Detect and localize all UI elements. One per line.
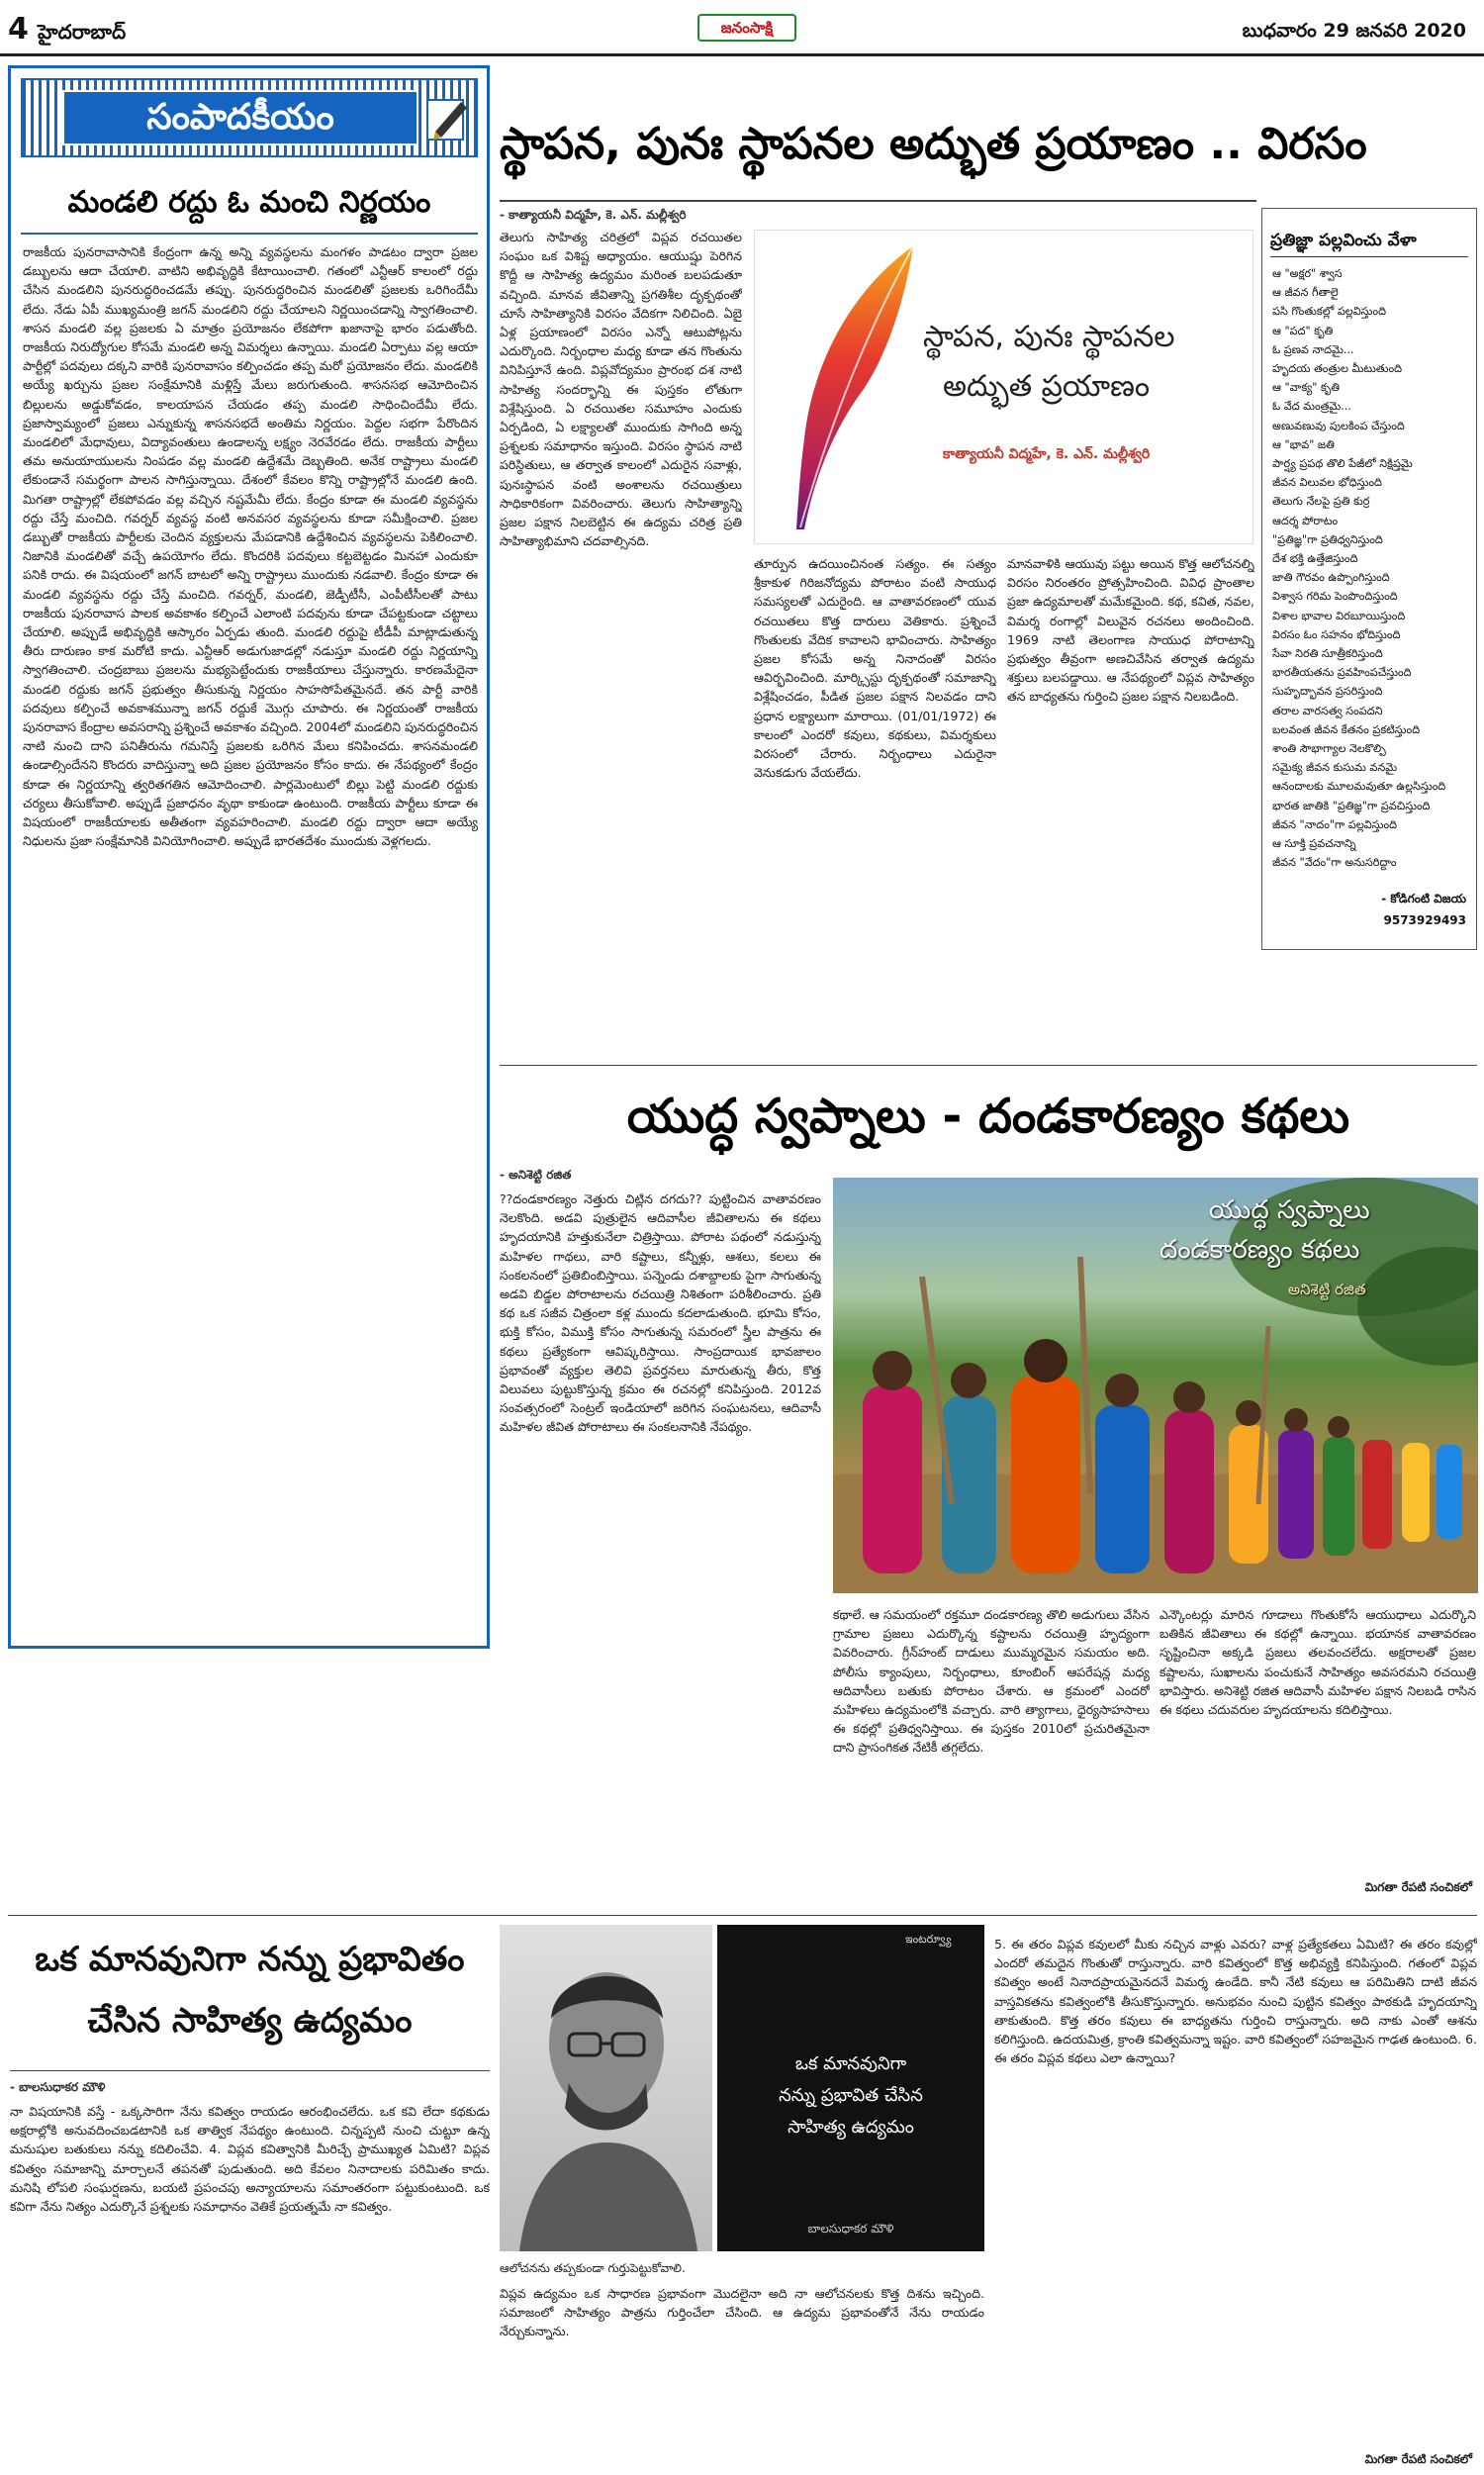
article3-headline-rule [10, 2070, 490, 2071]
cover-author: కాత్యాయనీ విద్మహే, కె. ఎన్. మల్లీశ్వరి [943, 446, 1151, 462]
editorial-box [8, 65, 490, 1649]
photo-author: అనిశెట్టి రజిత [1288, 1281, 1366, 1298]
article1-col2: తూర్పున ఉదయించినంత సత్యం. ఈ సత్యం శ్రీకాకుళ గిరిజనోద్యమ పోరాటం వంటి సాయుధ సమస్యలతో ఎదురైంది. ఆ వాతావరణంలో యువ రచయితలు కొత్త దారులు వెతికారు. ప్రశ్నించే గొంతులకు వేదిక కావాలని భావించారు. సాహిత్యం ప్రజల కోసమే అన్న నినాదంతో విరసం ఆవిర్భవించింది. మార్క్సిస్టు దృక్పథంతో సమాజాన్ని విశ్లేషించడం, పీడిత ప్రజల పక్షాన నిలవడం దాని ప్రధాన లక్ష్యాలుగా మారాయి. (01/01/1972) ఈ కాలంలో ఎందరో కవులు, కథకులు, విమర్శకులు విరసంలో చేరారు. నిర్బంధాలు ఎదురైనా వెనుకడుగు వేయలేదు. [754, 556, 996, 781]
poem-line: తరాల వారసత్వ సంపదని [1272, 704, 1383, 717]
editorial-banner-inner [62, 90, 418, 145]
article1-headline-rule [500, 200, 1256, 202]
article2-signoff: మిగతా రేపటి సంచికలో [1364, 1880, 1472, 1894]
poem-line: సుహృద్భావన ప్రసరిస్తుంది [1272, 685, 1383, 699]
article3-byline: - బాలసుధాకర మౌళి [10, 2080, 106, 2094]
article3-col2: 5. ఈ తరం విప్లవ కవులలో మీకు నచ్చిన వాళ్లు ఎవరు? వాళ్ల ప్రత్యేకతలు ఏమిటి? ఈ తరం కవుల్లో ఎందరో తమదైన గొంతుతో రాస్తున్నారు. వారి కవిత్వంలో కొత్త అభివ్యక్తి కనిపిస్తుంది. గతంలో విప్లవ కవిత్వం అంటే నినాదప్రాయమైనదనే విమర్శ ఉండేది. కానీ నేటి కవులు ఆ పరిమితిని దాటి జీవన వాస్తవికతను కవిత్వంలోకి తీసుకొస్తున్నారు. అనుభవం నుంచి పుట్టిన కవిత్వం పాఠకుడి హృదయాన్ని తాకుతుంది. కొత్త తరం కవులు ఈ బాధ్యతను గుర్తించి రాస్తున్నారు. అది నాకు ఎంతో ఆశను కలిగిస్తుంది. ఉదయమిత్ర, క్రాంతి కవిత్వమన్నా ఇష్టం. వారి కవిత్వంలో సహజమైన గాఢత ఉంటుంది. 6. ఈ తరం విప్లవ కథలు ఎలా ఉన్నాయి? [994, 1937, 1477, 2066]
poem-lines [1272, 264, 1475, 873]
poem-line: ఆదర్శ పోరాటం [1272, 514, 1339, 527]
article3-author-photo [500, 1925, 712, 2251]
article3-col1b: విప్లవ ఉద్యమం ఒక సాధారణ ప్రభావంగా మొదలైనా అది నా ఆలోచనలకు కొత్త దిశను ఇచ్చింది. సమాజంలో సాహిత్యం పాత్రను గుర్తించేలా చేసింది. ఆ ఉద్యమ ప్రభావంతోనే నేను రాయడం నేర్చుకున్నాను. [500, 2286, 984, 2339]
article1-col1: తెలుగు సాహిత్య చరిత్రలో విప్లవ రచయితల సంఘం ఒక విశిష్ట అధ్యాయం. ఆయుష్షు పెరిగిన కొద్దీ ఆ సాహిత్య ఉద్యమం మరింత బలపడుతూ వచ్చింది. మానవ జీవితాన్ని ప్రగతిశీల దృక్పథంతో చూసే సాహిత్యానికి విరసం వేదికగా నిలిచింది. ఏబై ఏళ్ల ప్రయాణంలో విరసం ఎన్నో ఆటుపోట్లను ఎదుర్కొంది. నిర్బంధాల మధ్య కూడా తన గొంతును వినిపిస్తూనే ఉంది. విప్లవోద్యమం ప్రారంభ దశ నాటి సాహిత్య సందర్భాన్ని ఈ పుస్తకం లోతుగా విశ్లేషిస్తుంది. ఏ రచయితల సమూహం ఎందుకు ఏర్పడింది, ఏ లక్ష్యాలతో ముందుకు సాగింది అన్న ప్రశ్నలకు సమాధానం ఇస్తుంది. విరసం స్థాపన నాటి పరిస్థితులు, ఆ తర్వాత కాలంలో ఎదురైన సవాళ్లు, పునఃస్థాపన వంటి అంశాలను రచయిత్రులు సాధికారికంగా వివరించారు. తెలుగు సాహిత్యాన్ని ప్రజల పక్షాన నిలబెట్టిన ఈ ఉద్యమ చరిత్ర ప్రతి సాహిత్యాభిమాని చదవాల్సినది. [500, 230, 742, 549]
cover-title-line2: అద్భుత ప్రయాణం [943, 369, 1151, 404]
poem-author: - కోడిగంటి విజయ [1381, 892, 1466, 905]
poem-line: జీవన "వేదం"గా అనుసరిద్దాం [1272, 856, 1397, 870]
article2-col1: ??దండకారణ్యం నెత్తురు చిట్లిన దగదు?? పుట్టించిన వాతావరణం నెలకొంది. అడవి పుత్రులైన ఆదివాసీల జీవితాలను ఈ కథలు హృదయానికి హత్తుకునేలా చిత్రిస్తాయి. పోరాట పథంలో నడుస్తున్న మహిళల గాథలు, వారి కష్టాలు, కన్నీళ్లు, ఆశలు, కలలు ఈ సంకలనంలో ప్రతిబింబిస్తాయి. పన్నెండు దశాబ్దాలకు పైగా సాగుతున్న అడవి బిడ్డల పోరాటాలను రచయిత్రి నిశితంగా పరిశీలించారు. ప్రతి కథ ఒక సజీవ చిత్రంలా కళ్ల ముందు కదలాడుతుంది. భూమి కోసం, భుక్తి కోసం, విముక్తి కోసం సాగుతున్న సమరంలో స్త్రీల పాత్రను ఈ కథలు ప్రత్యేకంగా ఆవిష్కరిస్తాయి. సాంప్రదాయిక భావజాలం ప్రభావంతో వ్యక్తుల తెలివి ప్రవర్తనలు మారుతున్న తీరు, కొత్త విలువలు పుట్టుకొస్తున్న క్రమం ఈ రచనల్లో కనిపిస్తుంది. 2012వ సంవత్సరంలో సెంట్రల్‌ ఇండియాలో జరిగిన సంఘటనలు, ఆదివాసీ మహిళల జీవిత పోరాటాలు ఈ సంకలనానికి నేపథ్యం. [500, 1191, 821, 1435]
poem-line: "ప్రతిజ్ఞ"గా ప్రతిధ్వనిస్తుంది [1272, 532, 1383, 546]
poem-line: ఆ "అక్షర" శ్వాస [1272, 267, 1343, 280]
poem-line: విశాల భావాల విరబూయిస్తుంది [1272, 609, 1406, 622]
poem-line: పసి గొంతుకల్లో పల్లవిస్తుంది [1272, 305, 1386, 319]
poem-line: దేశ భక్తి ఉత్తేజిస్తుంది [1272, 552, 1358, 566]
poem-line: ఆ "పద" కృతి [1272, 324, 1334, 337]
issue-date: బుధవారం 29 జనవరి 2020 [1242, 20, 1466, 42]
poem-box [1261, 208, 1477, 950]
article2-photo [833, 1178, 1478, 1593]
poem-line: జీవన విలువల భోధిస్తుంది [1272, 476, 1382, 490]
photo-title-line2: దండకారణ్యం కథలు [1159, 1235, 1360, 1265]
book-title-line1: ఒక మానవునిగా [794, 2053, 907, 2074]
photo-title-line1: యుద్ధ స్వప్నాలు [1209, 1195, 1370, 1225]
book-author: బాలసుధాకర మౌళి [807, 2222, 894, 2236]
city-label: హైదరాబాద్ [38, 20, 127, 44]
poem-line: ఆ సూక్తి ప్రవచనాన్ని [1272, 837, 1356, 851]
poem-phone: 9573929493 [1383, 913, 1466, 927]
article2-col2: కథాలే. ఆ సమయంలో రక్తమూ దండకారణ్య తొలి అడుగులు వేసిన గ్రామాల ప్రజలు ఎదుర్కొన్న కష్టాలను రచయిత్రి హృద్యంగా వివరించారు. గ్రీన్‌హంట్‌ దాడులు ముమ్మరమైన సమయం అది. పోలీసు క్యాంపులు, నిర్బంధాలు, కూంబింగ్‌ ఆపరేషన్ల మధ్య ఆదివాసీలు బతుకు పోరాటం చేశారు. ఆ క్రమంలో ఎందరో మహిళలు ఉద్యమంలోకి వచ్చారు. వారి త్యాగాలు, ధైర్యసాహసాలు ఈ కథల్లో ప్రతిధ్వనిస్తాయి. ఈ పుస్తకం 2010లో ప్రచురితమైనా దాని ప్రాసంగికత నేటికీ తగ్గలేదు. [833, 1607, 1150, 1756]
book-series-label: ఇంటర్వ్యూ [905, 1933, 952, 1946]
author-portrait [500, 1925, 712, 2251]
article2-headline: యుద్ధ స్వప్నాలు - దండకారణ్యం కథలు [626, 1089, 1350, 1144]
book-title-line3: సాహిత్య ఉద్యమం [788, 2117, 914, 2138]
poem-line: జాతి గౌరవం ఉప్పొంగిస్తుంది [1272, 571, 1390, 585]
article1-col3: మానవాళికి ఆయువు పట్టు అయిన కొత్త ఆలోచనల్ని విరసం నిరంతరం ప్రోత్సహించింది. వివిధ ప్రాంతాల ప్రజా ఉద్యమాలతో మమేకమైంది. కథ, కవిత, నవల, విమర్శ రంగాల్లో విలువైన రచనలు అందించింది. 1969 నాటి తెలంగాణ సాయుధ పోరాటాన్ని ప్రభుత్వం తీవ్రంగా అణచివేసిన తర్వాత ఉద్యమ శక్తులు బలపడ్డాయి. ఆ నేపథ్యంలో విప్లవ సాహిత్యం తన బాధ్యతను గుర్తించి ప్రజల పక్షాన నిలబడింది. [1007, 556, 1254, 705]
poem-line: సేవా నిరతి సూత్రీకరిస్తుంది [1272, 647, 1383, 661]
poem-title-rule [1270, 256, 1468, 257]
editorial-headline-rule [21, 233, 478, 235]
page-number: 4 [8, 12, 29, 47]
article1-headline: స్థాపన, పునః స్థాపనల అద్భుత ప్రయాణం .. విరసం [500, 119, 1367, 169]
article3-book-cover [717, 1925, 984, 2251]
article1-byline: - కాత్యాయనీ విద్మహే, కె. ఎన్. మల్లీశ్వరి [500, 208, 687, 222]
divider-mid [500, 1065, 1477, 1066]
article3-caption: ఆలోచనను తప్పకుండా గుర్తుపెట్టుకోవాలి. [500, 2261, 686, 2275]
article3-signoff: మిగతా రేపటి సంచికలో [1364, 2452, 1472, 2466]
poem-line: బలవంత జీవన కేతనం ప్రకటిస్తుంది [1272, 722, 1421, 736]
poem-line: సమైక్య జీవన కుసుమ వనమై [1272, 761, 1398, 775]
divider-lower [8, 1915, 1477, 1916]
poem-line: ఆనందాలకు మూలమవుతూ ఉల్లసిస్తుంది [1272, 780, 1446, 794]
page-header [0, 0, 1484, 57]
editorial-body: రాజకీయ పునరావాసానికి కేంద్రంగా ఉన్న అన్ని వ్యవస్థలను మంగళం పాడటం ద్వారా ప్రజల డబ్బులను ఆదా చేయాలి. వాటిని అభివృద్ధికి కేటాయించాలి. గతంలో ఎన్టీఆర్‌ కాలంలో రద్దు చేసిన మండలిని పునరుద్ధరించడమే తప్పు. పునరుద్ధరించిన మండలితో ప్రజలకు ఒరిగిందేమీ లేదు. నేడు ఏపీ ముఖ్యమంత్రి జగన్‌ మండలిని రద్దు చేయాలని నిర్ణయించడాన్ని స్వాగతించాలి. శాసన మండలి వల్ల ప్రజలకు ఏ మాత్రం ప్రయోజనం లేకపోగా ఖజానాపై భారం పడుతోంది. రాజకీయ నిరుద్యోగుల కోసమే మండలి అన్న విమర్శలు ఉన్నాయి. మండలి ఏర్పాటు వల్ల ఆయా పార్టీల్లో పదవులు దక్కని వారికి పునరావాసం కల్పించడం తప్ప మరో ప్రయోజనం లేదు. మండలికి అయ్యే ఖర్చును ప్రజల సంక్షేమానికి మళ్లిస్తే మేలు జరుగుతుంది. శాసనసభ ఆమోదించిన బిల్లులను అడ్డుకోవడం, కాలయాపన చేయడం తప్ప మండలి సాధించిందేమీ లేదు. ప్రజాస్వామ్యంలో ప్రజలు ఎన్నుకున్న శాసనసభదే అంతిమ నిర్ణయం. పెద్దల సభగా పేరొందిన మండలిలో మేధావులు, విద్యావంతులు ఉండాలన్న లక్ష్యం నెరవేరడం లేదు. రాజకీయ పార్టీలు తమ అనుయాయులను నింపడం వల్ల మండలి ఉద్దేశమే దెబ్బతింది. అనేక రాష్ట్రాలు మండలి లేకుండానే సమర్థంగా పాలన సాగిస్తున్నాయి. దేశంలో కేవలం కొన్ని రాష్ట్రాల్లోనే మండలి ఉంది. మిగతా రాష్ట్రాల్లో లేకపోవడం వల్ల వచ్చిన నష్టమేమీ లేదు. కేంద్రం కూడా ఈ మండలి వ్యవస్థను రద్దు చేస్తే మంచిది. గవర్నర్‌ వ్యవస్థ వంటి అనవసర వ్యవస్థలను కూడా సమీక్షించాలి. ప్రజల డబ్బుతో రాజకీయ పార్టీలకు చెందిన వ్యక్తులను మేపడానికి ఉద్దేశించిన వ్యవస్థలను పెకిలించాలి. నిజానికి మండలితో వచ్చే ఉపయోగం లేదు. కొందరికి పదవులు కట్టబెట్టడం మినహా ఎందుకూ పనికి రాదు. ఈ విషయంలో జగన్‌ బాటలో అన్ని రాష్ట్రాలు ముందుకు నడవాలి. కేంద్రం కూడా ఈ మండలి వ్యవస్థను రద్దు చేస్తే మంచిది. గవర్నర్‌, మండలి, జెడ్పీటీసీ, ఎంపీటీసీలతో పాటు రాజకీయ పునరావాస పాలక అవకాశం కల్పించే ఎలాంటి పదవును కూడా చేపట్టకుండా చట్టాలు చేయాలి. అప్పుడే అభివృద్ధికి ఆస్కారం ఏర్పడు తుంది. మండలి రద్దుపై టీడీపీ మాట్లాడుతున్న తీరు దారుణం కాక మరోటి కాదు. ఎన్టీఆర్‌ అడుగుజాడల్లో నడుస్తూ మండలి రద్దు నిర్ణయాన్ని స్వాగతించాలి. చంద్రబాబు ప్రజలను మభ్యపెట్టేందుకు రాజకీయాలు చేస్తున్నారు. కారణమేదైనా మండలి రద్దుకు జగన్‌ ప్రభుత్వం తీసుకున్న నిర్ణయం సాహసోపేతమైనదే. తన పార్టీ వారికి పదవులు కల్పించే అవకాశమున్నా జగన్‌ రద్దుకే మొగ్గు చూపారు. ఈ నిర్ణయంతో రాజకీయ పునరావాస కేంద్రాల అవసరాన్ని ప్రశ్నించే అవకాశం వచ్చింది. 2004లో మండలిని పునరుద్ధరించిన నాటి నుంచి దాని పనితీరును గమనిస్తే ప్రజలకు ఒరిగిన మేలు కనిపించదు. శాసనమండలి ఉండాల్సిందేనని కొందరు వాదిస్తున్నా అది ప్రజల ప్రయోజనం కోసం కాదు. ఈ నేపథ్యంలో కేంద్రం కూడా ఈ నిర్ణయాన్ని త్వరితగతిన ఆమోదించాలి. పార్లమెంటులో బిల్లు పెట్టి మండలి రద్దుకు చర్యలు తీసుకోవాలి. అప్పుడే ప్రజాధనం వృథా కాకుండా ఉంటుంది. రాజకీయ పార్టీలు కూడా ఈ విషయంలో రాజకీయాలకు అతీతంగా వ్యవహరించాలి. మండలి రద్దు ద్వారా ఆదా అయ్యే నిధులను ప్రజా సంక్షేమానికి వినియోగించాలి. అప్పుడే భారతదేశం ముందుకు వెళ్లగలదు. [23, 244, 478, 849]
article2-col3: ఎన్కౌంటర్లు మారిన గూడాలు గొంతుకోసే ఆయుధాలు ఎదుర్కొని బతికిన జీవితాలు ఈ కథల్లో ఉన్నాయి. భయానక వాతావరణం సృష్టించినా అక్కడి ప్రజలు తలవంచలేదు. అక్షరాలతో ప్రజల కష్టాలను, సుఖాలను పంచుకునే సాహిత్యం అవసరమని రచయిత్రి భావిస్తారు. అనిశెట్టి రజిత ఆదివాసీ మహిళల పక్షాన నిలబడి రాసిన ఈ కథలు చదువరుల హృదయాలను కదిలిస్తాయి. [1159, 1607, 1476, 1718]
poem-line: విశ్వాస గరిమ పెంపొందిస్తుంది [1272, 590, 1398, 604]
poem-line: విరసం ఓం సహనం భోదిస్తుంది [1272, 627, 1401, 641]
masthead-logo [697, 14, 796, 42]
feather-icon [775, 240, 923, 537]
article2-byline: - అనిశెట్టి రజిత [500, 1168, 572, 1182]
editorial-banner [21, 78, 478, 157]
poem-line: జీవన "నాదం"గా పల్లవిస్తుంది [1272, 817, 1398, 831]
article1-book-cover [754, 230, 1253, 544]
poem-line: ఆ జీవన గీతాలై [1272, 286, 1339, 300]
poem-line: హృదయ తంత్రుల మీటుతుంది [1272, 362, 1403, 376]
editorial-headline: మండలి రద్దు ఓ మంచి నిర్ణయం [67, 185, 431, 220]
poem-title: ప్రతిజ్ఞా పల్లవించు వేళా [1270, 231, 1417, 250]
header-rule [0, 53, 1484, 56]
book-title-line2: నన్ను ప్రభావిత చేసిన [779, 2085, 923, 2106]
poem-line: ఆ "భావ" జతి [1272, 437, 1335, 451]
poem-line: భారత జాతికి "ప్రతిజ్ఞ"గా ప్రవచిస్తుంది [1272, 799, 1431, 812]
article3-headline-line1: ఒక మానవునిగా నన్ను ప్రభావితం [35, 1940, 465, 1979]
poem-line: అణువణువు పులకింప చేస్తుంది [1272, 419, 1405, 432]
pen-icon [423, 92, 473, 145]
poem-line: శాంతి సౌభాగ్యాల నెలకొల్పి [1272, 742, 1386, 756]
article3-col1: నా విషయానికి వస్తే - ఒక్కసారిగా నేను కవిత్వం రాయడం ఆరంభించలేదు. ఒక కవి లేదా కథకుడు అక్షరాల్లోకి అనువదించబడటానికి ఒక తాత్విక నేపథ్యం ఉంటుంది. చిన్నప్పటి నుంచి చుట్టూ ఉన్న మనుషుల బతుకులు నన్ను కదిలించేవి. 4. విప్లవ కవిత్వానికి మీరిచ్చే ప్రాముఖ్యత ఏమిటి? విప్లవ కవిత్వం సమాజాన్ని మార్చాలనే తపనతో పుడుతుంది. అది కేవలం నినాదాలకు పరిమితం కాదు. మనిషి లోపలి సంఘర్షణను, బయటి ప్రపంచపు అన్యాయాలను సమాంతరంగా పట్టుకుంటుంది. ఒక కవిగా నేను నిత్యం ఎదుర్కొనే ప్రశ్నలకు సమాధానం వెతికే ప్రయత్నమే నా కవిత్వం. [10, 2104, 490, 2215]
poem-line: పార్ష్య ప్రపథ తొలి పేజీలో నిక్షిప్తమై [1272, 457, 1413, 471]
poem-line: ఆ "వాక్య" కృతి [1272, 381, 1340, 395]
poem-line: తెలుగు నేలపై ప్రతి కుర్ర [1272, 495, 1370, 509]
article3-headline-line2: చేసిన సాహిత్య ఉద్యమం [87, 2001, 413, 2041]
editorial-section-title: సంపాదకీయం [146, 97, 334, 138]
masthead-text: జనంసాక్షి [720, 19, 774, 37]
poem-line: ఓ ప్రణవ నాదమై... [1272, 342, 1354, 356]
poem-line: భారతీయతను ప్రవహింపచేస్తుంది [1272, 666, 1412, 680]
poem-line: ఓ వేద మంత్రమై... [1272, 400, 1351, 414]
cover-title-line1: స్థాపన, పునః స్థాపనల [923, 320, 1175, 354]
